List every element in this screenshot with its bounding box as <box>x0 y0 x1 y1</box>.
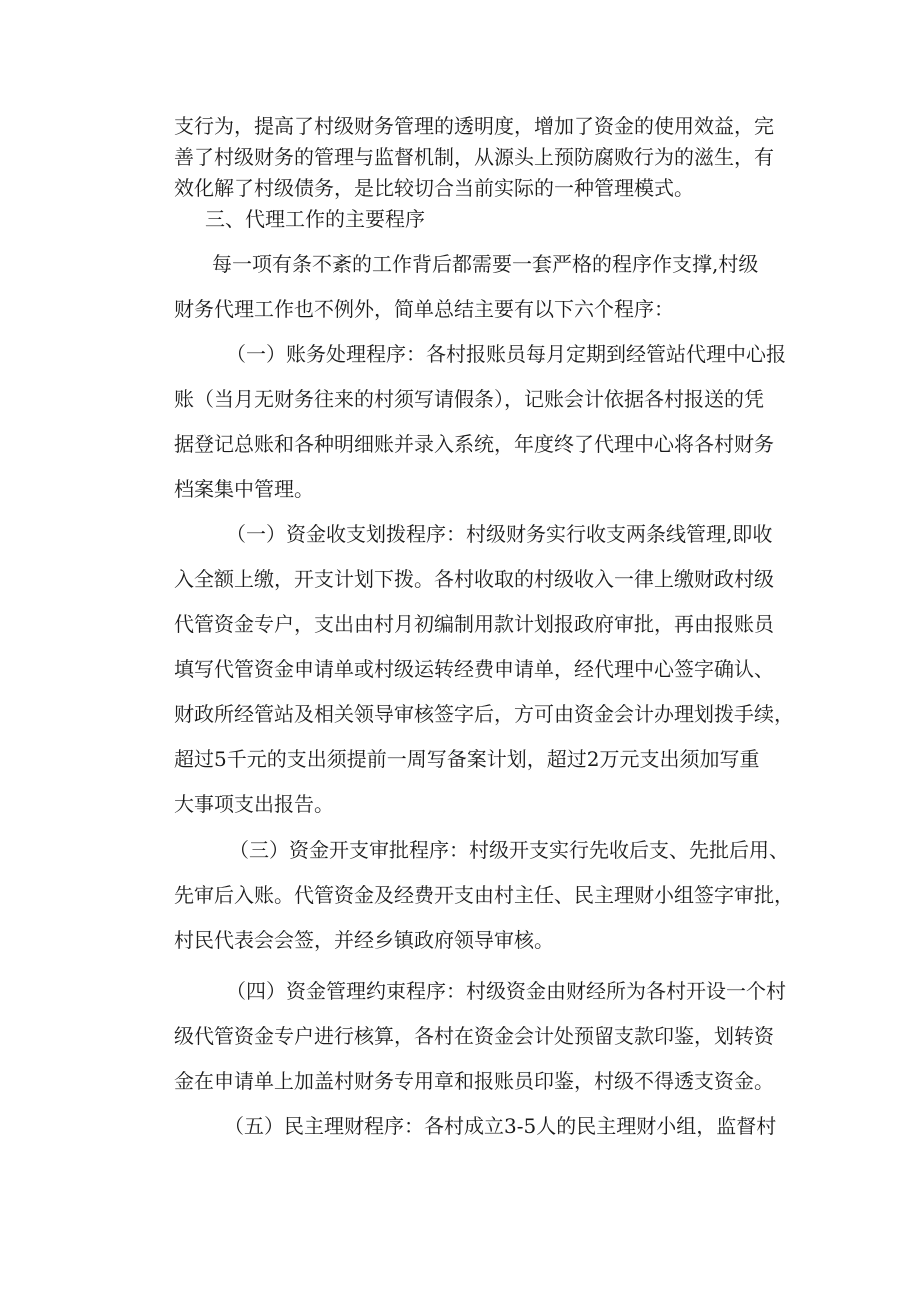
item-4-line: 级代管资金专户进行核算，各村在资金会计处预留支款印鉴，划转资 <box>174 1024 774 1048</box>
item-3-line: 村民代表会会签，并经乡镇政府领导审核。 <box>174 928 554 952</box>
item-2-line: 入全额上缴，开支计划下拨。各村收取的村级收入一律上缴财政村级 <box>174 567 774 591</box>
intro-line: 每一项有条不紊的工作背后都需要一套严格的程序作支撑,村级 <box>212 252 759 276</box>
paragraph-line: 善了村级财务的管理与监督机制，从源头上预防腐败行为的滋生，有 <box>174 145 774 169</box>
item-2-line: （一）资金收支划拨程序：村级财务实行收支两条线管理,即收 <box>226 522 773 546</box>
intro-line: 财务代理工作也不例外，简单总结主要有以下六个程序： <box>174 297 674 321</box>
item-2-line: 大事项支出报告。 <box>174 792 334 816</box>
paragraph-line: 效化解了村级债务，是比较切合当前实际的一种管理模式。 <box>174 176 694 200</box>
item-2-line: 填写代管资金申请单或村级运转经费申请单，经代理中心签字确认、 <box>174 657 774 681</box>
item-1-line: 档案集中管理。 <box>174 477 314 501</box>
item-1-line: （一）账务处理程序：各村报账员每月定期到经管站代理中心报 <box>226 342 786 366</box>
item-4-line: 金在申请单上加盖村财务专用章和报账员印鉴，村级不得透支资金。 <box>174 1069 774 1093</box>
section-heading: 三、代理工作的主要程序 <box>205 207 425 231</box>
item-4-line: （四）资金管理约束程序：村级资金由财经所为各村开设一个村 <box>226 979 786 1003</box>
item-5-line: （五）民主理财程序：各村成立3-5人的民主理财小组，监督村 <box>224 1114 777 1138</box>
item-1-line: 账（当月无财务往来的村须写请假条），记账会计依据各村报送的凭 <box>174 387 764 411</box>
item-2-line: 代管资金专户，支出由村月初编制用款计划报政府审批，再由报账员 <box>174 612 774 636</box>
item-2-line: 财政所经管站及相关领导审核签字后，方可由资金会计办理划拨手续， <box>174 702 794 726</box>
paragraph-line: 支行为，提高了村级财务管理的透明度，增加了资金的使用效益，完 <box>174 114 774 138</box>
item-3-line: （三）资金开支审批程序：村级开支实行先收后支、先批后用、 <box>229 838 789 862</box>
item-3-line: 先审后入账。代管资金及经费开支由村主任、民主理财小组签字审批， <box>174 883 794 907</box>
item-2-line: 超过5千元的支出须提前一周写备案计划，超过2万元支出须加写重 <box>174 747 760 771</box>
item-1-line: 据登记总账和各种明细账并录入系统，年度终了代理中心将各村财务 <box>174 432 774 456</box>
